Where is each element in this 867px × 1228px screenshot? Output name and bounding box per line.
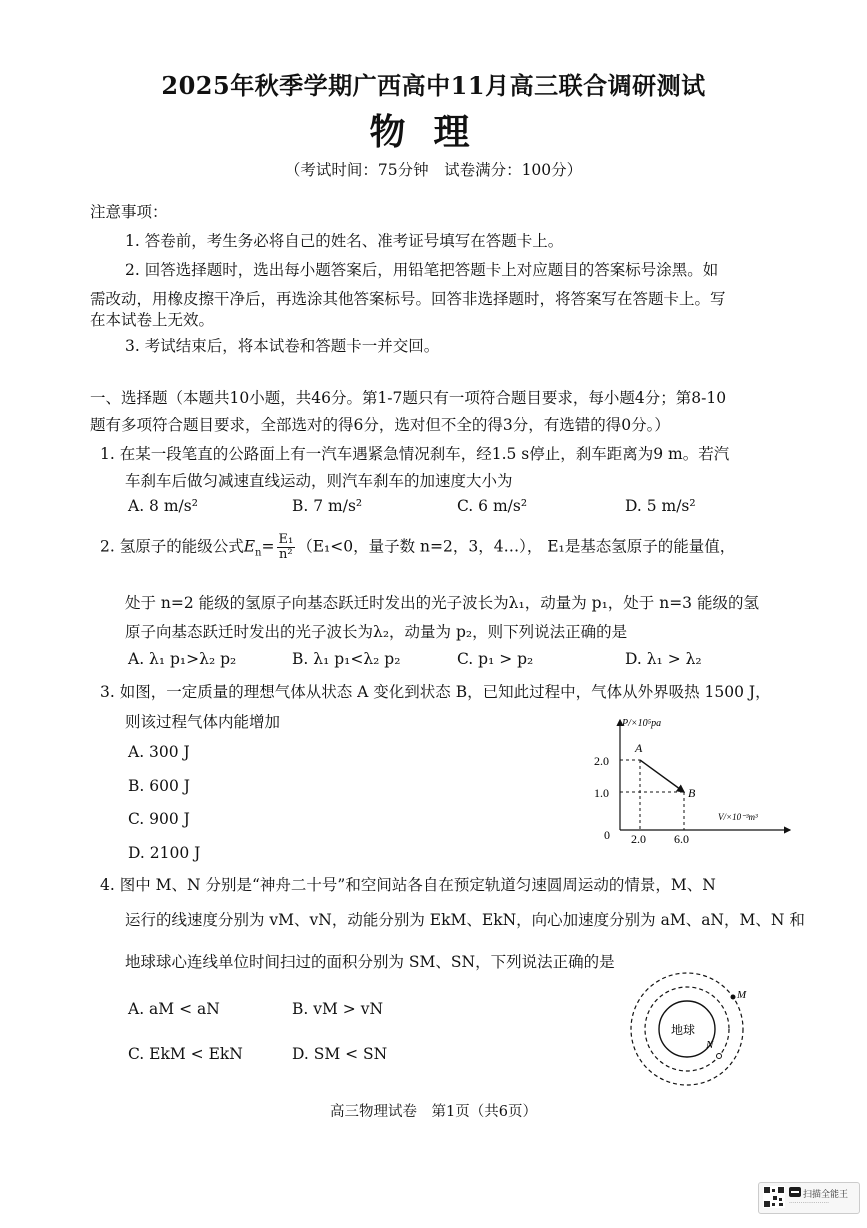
q4-option-a: A. aM < aN <box>128 1000 220 1018</box>
x-tick-2: 2.0 <box>631 832 646 846</box>
q2-option-d: D. λ₁ > λ₂ <box>625 650 702 668</box>
exam-info: （考试时间：75分钟 试卷满分：100分） <box>284 161 583 179</box>
q1-line-1: 1. 在某一段笔直的公路面上有一汽车遇紧急情况刹车，经1.5 s停止，刹车距离为9 m。若汽 <box>100 445 730 463</box>
page-footer: 高三物理试卷 第1页（共6页） <box>330 1104 537 1120</box>
q3-line-2: 则该过程气体内能增加 <box>125 713 281 731</box>
q4-line-3: 地球球心连线单位时间扫过的面积分别为 SM、SN，下列说法正确的是 <box>125 953 615 971</box>
q2-fraction <box>277 533 296 562</box>
subject-title: 物理 <box>369 111 498 153</box>
note-2a: 2. 回答选择题时，选出每小题答案后，用铅笔把答题卡上对应题目的答案标号涂黑。如 <box>125 261 719 279</box>
pv-graph <box>580 712 800 847</box>
notes-heading: 注意事项： <box>90 203 168 221</box>
q4-option-b: B. vM > vN <box>292 1000 384 1018</box>
q4-option-c: C. EkM < EkN <box>128 1045 243 1063</box>
note-1: 1. 答卷前，考生务必将自己的姓名、准考证号填写在答题卡上。 <box>125 232 564 250</box>
process-line-ab <box>640 760 684 792</box>
origin-label: 0 <box>604 828 610 842</box>
q2-prefix: 2. 氢原子的能级公式 <box>100 537 244 556</box>
note-2b: 需改动，用橡皮擦干净后，再选涂其他答案标号。回答非选择题时，将答案写在答题卡上。写 <box>90 290 726 308</box>
q4-line-2: 运行的线速度分别为 vM、vN，动能分别为 EkM、EkN，向心加速度分别为 aM、aN，M、N 和 <box>125 911 805 929</box>
q2-frac-num: E₁ <box>278 532 294 547</box>
note-3: 3. 考试结束后，将本试卷和答题卡一并交回。 <box>125 337 440 355</box>
x-tick-6: 6.0 <box>674 832 689 846</box>
q3-option-d: D. 2100 J <box>128 844 201 862</box>
badge-subtext: ····················· <box>789 1200 830 1207</box>
q2-line-3: 原子向基态跃迁时发出的光子波长为λ₂，动量为 p₂，则下列说法正确的是 <box>125 623 628 641</box>
note-2c: 在本试卷上无效。 <box>90 311 215 329</box>
station-n <box>717 1054 722 1059</box>
satellite-m <box>731 995 736 1000</box>
q2-line-1: 2. 氢原子的能级公式$E_n=$ $\frac{\text{E₁}}{\text{n²}}$ （E₁<0，量子数 n=2，3，4…）， E₁是基态氢原子的能量值， <box>100 532 736 562</box>
orbit-diagram <box>626 968 748 1090</box>
scanner-badge <box>758 1182 860 1214</box>
x-axis-label: V/×10⁻³m³ <box>718 812 758 822</box>
badge-label: 扫描全能王 <box>803 1190 849 1200</box>
q3-line-1: 3. 如图，一定质量的理想气体从状态 A 变化到状态 B，已知此过程中，气体从外界吸热 1500 J， <box>100 683 771 701</box>
exam-title: 2025年秋季学期广西高中11月高三联合调研测试 <box>161 71 706 100</box>
q2-line-2: 处于 n=2 能级的氢原子向基态跃迁时发出的光子波长为λ₁，动量为 p₁，处于 n=3 能级的氢 <box>125 594 759 612</box>
point-b-label: B <box>688 786 696 800</box>
n-label: N <box>706 1039 714 1051</box>
qr-code-icon <box>763 1186 785 1208</box>
q2-rest: （E₁<0，量子数 n=2，3，4…）， E₁是基态氢原子的能量值， <box>297 537 736 556</box>
q3-option-c: C. 900 J <box>128 810 190 828</box>
scanner-logo-icon <box>789 1187 801 1197</box>
section-1-line-1: 一、选择题（本题共10小题，共46分。第1-7题只有一项符合题目要求，每小题4分；第8-10 <box>90 389 727 407</box>
y-tick-1: 1.0 <box>594 786 609 800</box>
earth-label: 地球 <box>671 1023 696 1037</box>
q2-formula-lhs: E <box>243 537 256 556</box>
q1-option-a: A. 8 m/s² <box>128 497 198 515</box>
q3-option-a: A. 300 J <box>128 743 190 761</box>
q1-line-2: 车刹车后做匀减速直线运动，则汽车刹车的加速度大小为 <box>125 472 513 490</box>
q2-option-a: A. λ₁ p₁>λ₂ p₂ <box>128 650 237 668</box>
point-a-label: A <box>635 741 643 755</box>
q2-formula-sub: n <box>255 547 262 559</box>
y-tick-2: 2.0 <box>594 754 609 768</box>
q2-option-c: C. p₁ > p₂ <box>457 650 534 668</box>
section-1-line-2: 题有多项符合题目要求，全部选对的得6分，选对但不全的得3分，有选错的得0分。） <box>90 416 670 434</box>
q3-option-b: B. 600 J <box>128 777 190 795</box>
q4-line-1: 4. 图中 M、N 分别是“神舟二十号”和空间站各自在预定轨道匀速圆周运动的情景，M、N <box>100 876 716 894</box>
m-label: M <box>737 989 747 1001</box>
q4-option-d: D. SM < SN <box>292 1045 388 1063</box>
q1-option-b: B. 7 m/s² <box>292 497 363 515</box>
y-axis-label: P/×10⁵pa <box>622 718 662 729</box>
q2-frac-den: n² <box>279 547 293 562</box>
q1-option-d: D. 5 m/s² <box>625 497 696 515</box>
q2-option-b: B. λ₁ p₁<λ₂ p₂ <box>292 650 401 668</box>
q1-option-c: C. 6 m/s² <box>457 497 528 515</box>
